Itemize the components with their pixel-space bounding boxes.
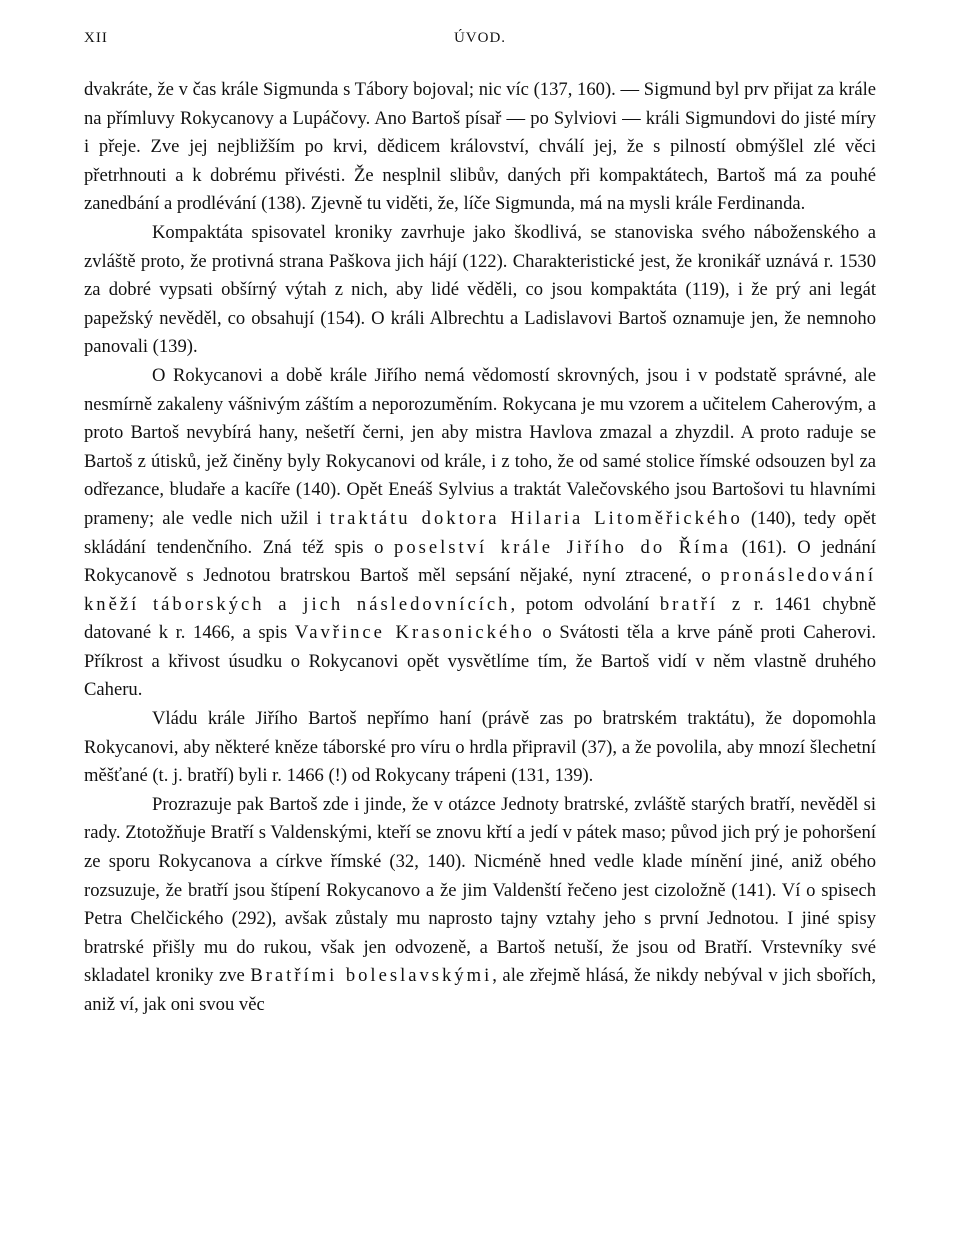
text-run: o Svátosti těla a krve páně proti Caherovi. Příkrost a křivost úsudku o Rokycanovi opět vysvětlíme tím, že Bartoš vidí v něm vlastně druhého Caheru. — [84, 622, 876, 701]
spaced-title: pronásledování kněží táborských a jich následovnících — [84, 565, 876, 615]
spaced-title: Bratřími boleslavskými — [250, 965, 493, 987]
page-number: XII — [84, 30, 108, 46]
text-run: Prozrazuje pak Bartoš zde i jinde, že v otázce Jednoty bratrské, zvláště starých bratří, nevěděl si rady. Ztotožňuje Bratří s Valdenskými, kteří se znovu křtí a jedí v pátek maso; původ jich prý je pohoršení ze sporu Rokycanova a církve římské (32, 140). Nicméně hned vedle klade mínění jiné, aniž obého rozsuzuje, že bratří jsou štípení Rokycanovo a že jim Valdenští řečeno jest cizoložně (141). Ví o spisech Petra Chelčického (292), avšak zůstaly mu naprosto tajny vztahy jeho s první Jednotou. I jiné spisy bratrské přišly mu do rukou, však jen odvozeně, a Bartoš netuší, že jsou od Bratří. Vrstevníky své skladatel kroniky zve — [84, 793, 876, 987]
spaced-title: poselství krále Jiřího do Říma — [394, 536, 732, 558]
paragraph — [84, 791, 876, 1020]
text-run: (140), tedy opět skládání tendenčního. Zná též spis o — [84, 507, 876, 558]
spaced-title: Vavřince Krasonického — [294, 622, 535, 644]
spaced-title: traktátu doktora Hilaria Litoměřického — [329, 507, 743, 529]
book-page — [84, 30, 876, 1020]
text-run: r. 1461 chybně datované k r. 1466, a spis — [84, 593, 877, 644]
text-run: Kompaktáta spisovatel kroniky zavrhuje jako škodlivá, se stanoviska svého náboženského a zvláště proto, že protivná strana Paškova jich hájí (122). Charakteristické jest, že kronikář uznává r. 1530 za dobré vypsati obšírný výtah z nich, aby lidé věděli, co jsou kompaktáta (119), i že prý ani legát papežský nevěděl, co obsahují (154). O králi Albrechtu a Ladislavovi Bartoš oznamuje jen, že nemnoho panovali (139). — [84, 221, 876, 358]
text-run: O Rokycanovi a době krále Jiřího nemá vědomostí skrovných, jsou i v podstatě správné, ale nesmírně zakaleny vášnivým záštím a neporozuměním. Rokycana je mu vzorem a učitelem Caherovým, a proto Bartoš nevybírá hany, nešetří černi, jen aby mistra Havlova zmazal a zhyzdil. A proto raduje se Bartoš z útisků, jež činěny byly Rokycanovi od krále, i z toho, že od samé stolice římské odsouzen byl za odřezance, bludaře a kacíře (140). Opět Eneáš Sylvius a traktát Valečovského jsou Bartošovi tu hlavními prameny; ale vedle nich užil i — [84, 364, 876, 529]
paragraph — [84, 219, 876, 362]
paragraph — [84, 362, 876, 705]
text-run: , potom odvolání — [510, 593, 660, 615]
text-run: (161). O jednání Rokycanově s Jednotou bratrskou Bartoš měl sepsání nějaké, nyní ztracené, o — [84, 536, 876, 587]
text-run: Vládu krále Jiřího Bartoš nepřímo haní (právě zas po bratrském traktátu), že dopomohla Rokycanovi, aby některé kněze táborské pro víru o hrdla připravil (37), a že povolila, aby mnozí šlechetní měšťané (t. j. bratří) byli r. 1466 (!) od Rokycany trápeni (131, 139). — [84, 708, 876, 787]
paragraph — [84, 705, 876, 791]
text-run: dvakráte, že v čas krále Sigmunda s Tábory bojoval; nic víc (137, 160). — Sigmund byl prv přijat za krále na přímluvy Rokycanovy a Lupáčovy. Ano Bartoš písař — po Sylviovi — králi Sigmundovi do jisté míry i přeje. Zve jej nejbližším po krvi, dědicem království, chválí jej, že s pilností obmýšlel zlé věci přetrhnouti a k dobrému přivésti. Že nesplnil slibův, daných při kompaktátech, Bartoš má za pouhé zanedbání a prodlévání (138). Zjevně tu viděti, že, líče Sigmunda, má na mysli krále Ferdinanda. — [84, 79, 876, 215]
page-header — [84, 30, 876, 56]
body-text — [84, 76, 876, 1020]
paragraph — [84, 76, 876, 219]
text-run: , ale zřejmě hlásá, že nikdy nebýval v jich sbořích, aniž ví, jak oni svou věc — [84, 965, 876, 1015]
running-title: ÚVOD. — [453, 30, 507, 46]
spaced-title: bratří z — [659, 593, 744, 615]
